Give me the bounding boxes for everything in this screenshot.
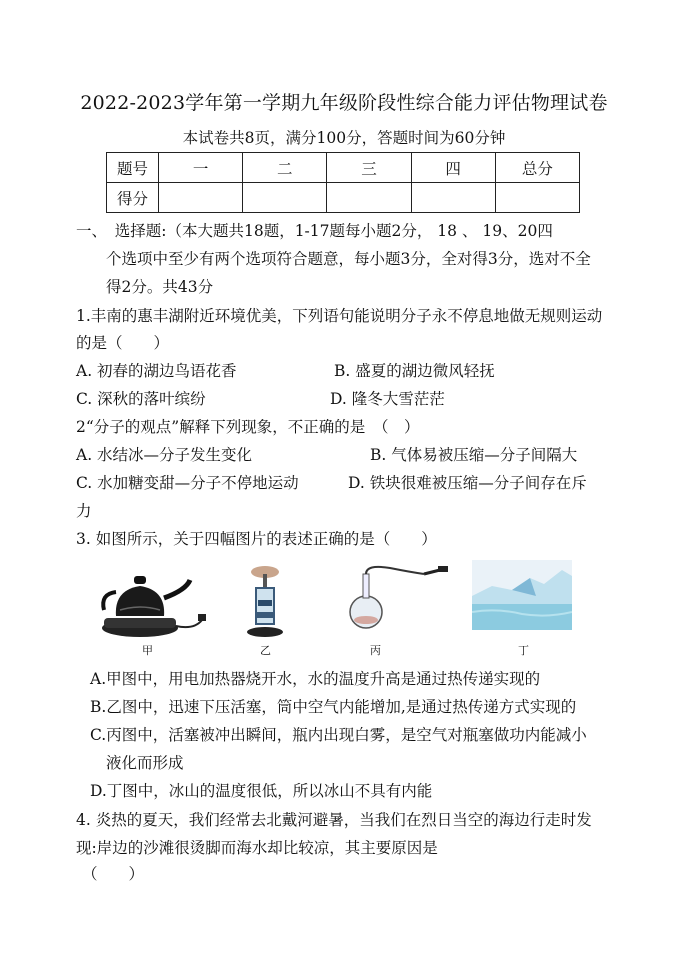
iceberg-figure [472,560,572,630]
option-d-continued: 力 [76,502,92,520]
option-a: A. 水结冰—分子发生变化 [76,446,253,464]
score-cell [159,183,243,213]
kettle-figure [90,560,210,642]
table-cell: 一 [159,153,243,183]
section-heading: 一、 选择题:（本大题共18题，1-17题每小题2分， 18 、 19、20四 [76,222,553,240]
option-b: B.乙图中，迅速下压活塞，筒中空气内能增加,是通过热传递方式实现的 [90,698,577,716]
option-c: C.丙图中，活塞被冲出瞬间，瓶内出现白雾，是空气对瓶塞做功内能减小 [90,726,587,744]
option-d: D. 铁块很难被压缩—分子间存在斥 [348,474,587,492]
piston-figure [230,560,300,642]
page-title: 2022-2023学年第一学期九年级阶段性综合能力评估物理试卷 [80,92,608,114]
question-stem: 1.丰南的惠丰湖附近环境优美，下列语句能说明分子永不停息地做无规则运动 [76,307,603,325]
option-b: B. 盛夏的湖边微风轻抚 [334,362,495,380]
score-cell [327,183,411,213]
option-c: C. 深秋的落叶缤纷 [76,390,206,408]
table-cell: 四 [411,153,495,183]
score-table [106,152,580,213]
page-subtitle: 本试卷共8页，满分100分，答题时间为60分钟 [182,129,506,147]
option-a: A. 初春的湖边鸟语花香 [76,362,237,380]
figure-label: 丙 [370,644,381,657]
question-stem: 现:岸边的沙滩很烫脚而海水却比较凉，其主要原因是 [76,839,438,857]
table-cell: 二 [243,153,327,183]
table-cell: 题号 [107,153,159,183]
option-a: A.甲图中，用电加热器烧开水，水的温度升高是通过热传递实现的 [90,670,541,688]
option-c: C. 水加糖变甜—分子不停地运动 [76,474,299,492]
section-instructions: 得2分。共43分 [106,278,214,296]
question-stem: 4. 炎热的夏天，我们经常去北戴河避暑，当我们在烈日当空的海边行走时发 [76,811,592,829]
figure-label: 丁 [518,644,529,657]
figure-label: 甲 [142,644,153,657]
option-c-continued: 液化而形成 [106,754,184,772]
option-d: D. 隆冬大雪茫茫 [330,390,445,408]
table-cell: 总分 [495,153,579,183]
table-row [107,153,580,183]
option-d: D.丁图中，冰山的温度很低，所以冰山不具有内能 [90,782,433,800]
score-cell [243,183,327,213]
question-stem: 2“分子的观点”解释下列现象，不正确的是 （ ） [76,418,420,436]
table-cell: 三 [327,153,411,183]
figure-label: 乙 [260,644,271,657]
table-row [107,183,580,213]
option-b: B. 气体易被压缩—分子间隔大 [370,446,578,464]
answer-blank: （ ） [82,865,145,883]
flask-figure [340,560,450,642]
score-cell [411,183,495,213]
question-stem: 的是（ ） [76,334,170,352]
section-instructions: 个选项中至少有两个选项符合题意，每小题3分，全对得3分，选对不全 [106,250,591,268]
table-cell: 得分 [107,183,159,213]
figure-row [90,560,590,660]
question-stem: 3. 如图所示，关于四幅图片的表述正确的是（ ） [76,530,437,548]
score-cell [495,183,579,213]
